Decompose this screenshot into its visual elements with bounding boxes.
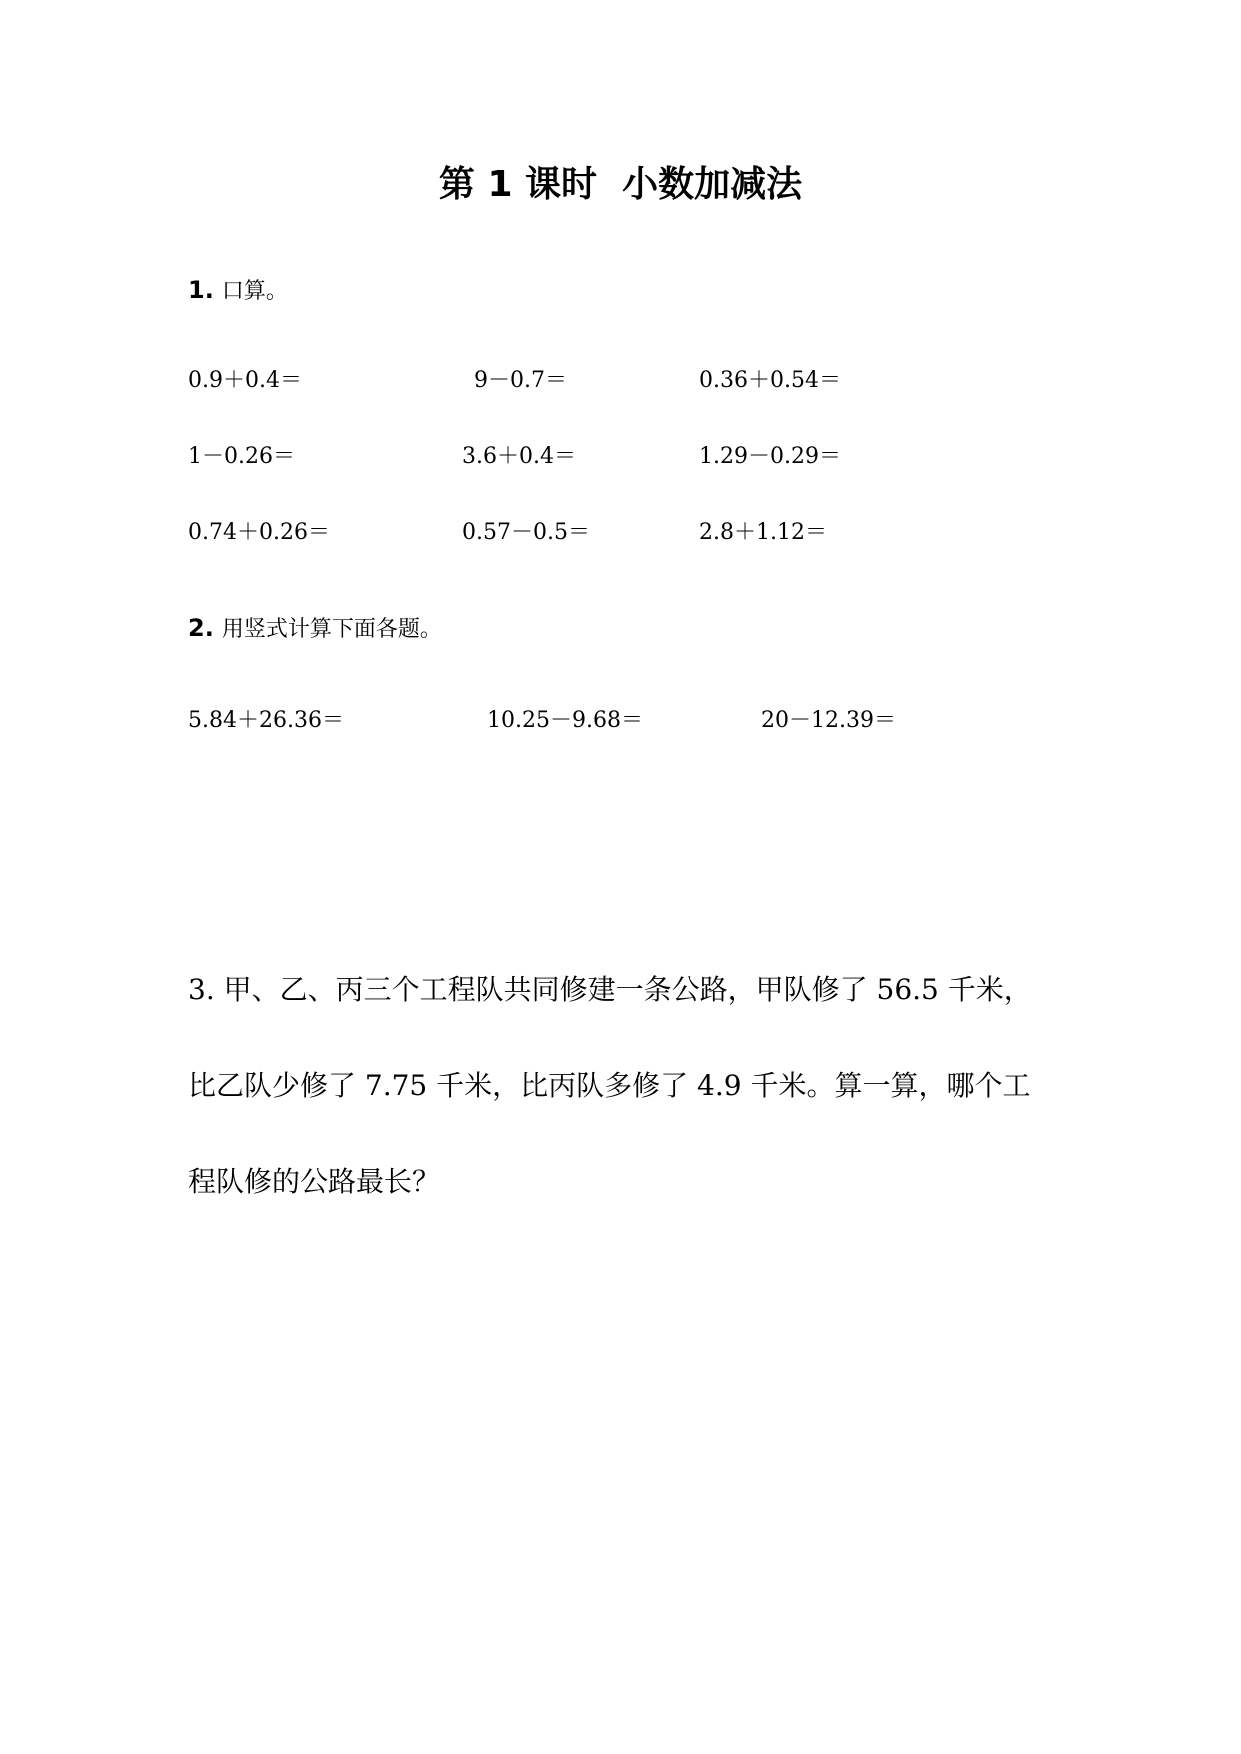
vertical-calc-item: 20－12.39＝ [761,708,896,733]
mental-math-item: 0.9＋0.4＝ [188,368,302,393]
question-3-line-2: 比乙队少修了 7.75 千米，比丙队多修了 4.9 千米。算一算，哪个工 [188,1069,1031,1102]
mental-math-item: 3.6＋0.4＝ [462,444,576,469]
mental-math-item: 2.8＋1.12＝ [699,520,827,545]
page-title: 第 1 课时 小数加减法 [438,164,803,205]
mental-math-item: 0.36＋0.54＝ [699,368,841,393]
mental-math-item: 1.29－0.29＝ [699,444,841,469]
question-1-prompt: 口算。 [221,279,288,304]
mental-math-item: 0.57－0.5＝ [462,520,590,545]
question-3-line-3: 程队修的公路最长？ [188,1165,441,1198]
question-1-number: 1. [188,276,214,304]
question-1-heading [188,274,288,308]
mental-math-item: 0.74＋0.26＝ [188,520,330,545]
question-2-heading [188,612,442,646]
mental-math-item: 9－0.7＝ [474,368,567,393]
mental-math-item: 1－0.26＝ [188,444,295,469]
question-2-prompt: 用竖式计算下面各题。 [221,617,442,642]
question-3-line-1: 3. 甲、乙、丙三个工程队共同修建一条公路，甲队修了 56.5 千米， [188,973,1032,1006]
vertical-calc-item: 10.25－9.68＝ [487,708,643,733]
vertical-calc-item: 5.84＋26.36＝ [188,708,344,733]
question-2-number: 2. [188,614,214,642]
